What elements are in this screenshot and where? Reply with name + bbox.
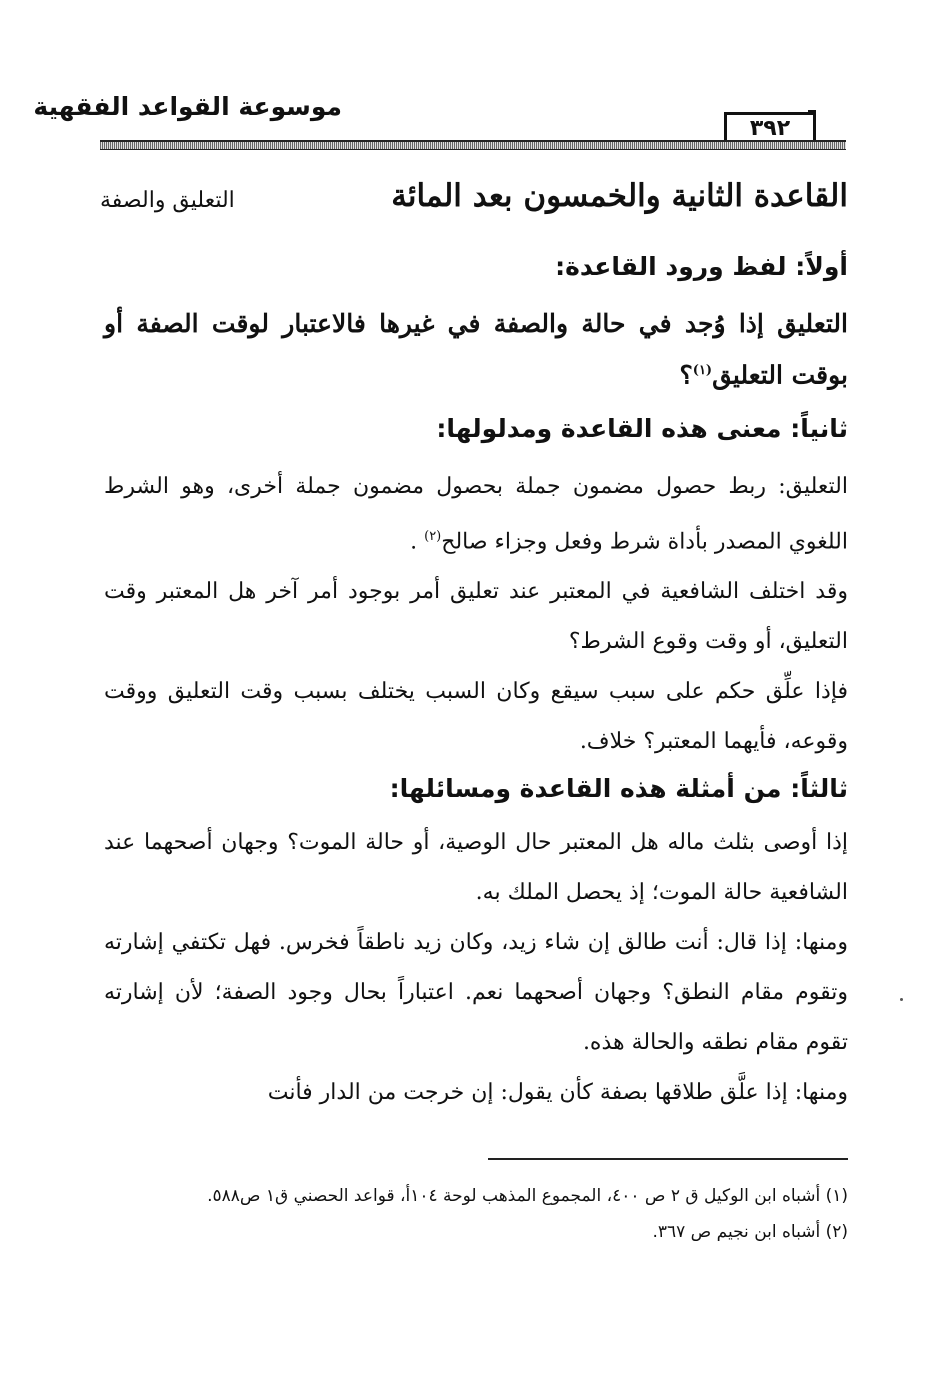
- footnote-rule: [488, 1158, 848, 1160]
- footnotes: [104, 1178, 848, 1250]
- paragraph: [104, 462, 848, 567]
- paragraph: إذا أوصى بثلث ماله هل المعتبر حال الوصية، أو حالة الموت؟ وجهان أصحهما عند الشافعية حالة الموت؛ إذ يحصل الملك به.: [104, 830, 848, 905]
- rule-statement: [104, 300, 848, 398]
- section-heading-second: ثانياً: معنى هذه القاعدة ومدلولها:: [436, 414, 848, 443]
- paragraph: ومنها: إذا علَّق طلاقها بصفة كأن يقول: إن خرجت من الدار فأنت: [267, 1080, 848, 1105]
- paragraph: وقد اختلف الشافعية في المعتبر عند تعليق أمر بوجود أمر آخر هل المعتبر وقت التعليق، أو وقت وقوع الشرط؟: [104, 579, 848, 655]
- section-third-body: [104, 818, 848, 1118]
- section-heading-first: أولاً: لفظ ورود القاعدة:: [555, 252, 848, 281]
- footnote-ref-2: (٢): [424, 529, 442, 544]
- rule-topic: التعليق والصفة: [100, 188, 235, 213]
- footnote: (١) أشباه ابن الوكيل ق ٢ ص ٤٠٠، المجموع المذهب لوحة ١٠٤أ، قواعد الحصني ق١ ص٥٨٨.: [207, 1186, 848, 1206]
- paragraph-tail: .: [410, 529, 418, 555]
- section-second-body: [104, 462, 848, 767]
- paragraph: ومنها: إذا قال: أنت طالق إن شاء زيد، وكان زيد ناطقاً فخرس. فهل تكتفي إشارته وتقوم مقام النطق؟ وجهان أصحهما نعم. اعتباراً بحال وجود الصفة؛ لأن إشارته تقوم مقام نطقه والحالة هذه.: [104, 930, 848, 1055]
- footnote-ref-1: (١): [692, 363, 713, 378]
- stray-mark: [900, 998, 903, 1001]
- rule-title: القاعدة الثانية والخمسون بعد المائة: [391, 178, 848, 214]
- section-heading-third: ثالثاً: من أمثلة هذه القاعدة ومسائلها:: [389, 774, 848, 803]
- running-header-title: موسوعة القواعد الفقهية: [33, 92, 342, 121]
- header-rule: [100, 140, 846, 150]
- paragraph-text: التعليق: ربط حصول مضمون جملة بحصول مضمون جملة أخرى، وهو الشرط اللغوي المصدر بأداة شرط وفعل وجزاء صالح: [104, 474, 848, 555]
- paragraph: فإذا علِّق حكم على سبب سيقع وكان السبب يختلف بسبب وقت التعليق ووقت وقوعه، فأيهما المعتبر؟ خلاف.: [104, 679, 848, 755]
- rule-statement-text: التعليق إذا وُجد في حالة والصفة في غيرها فالاعتبار لوقت الصفة أو بوقت التعليق: [104, 309, 849, 390]
- footnote: (٢) أشباه ابن نجيم ص ٣٦٧.: [652, 1222, 848, 1242]
- rule-statement-end: ؟: [679, 360, 693, 390]
- page-number: ٣٩٢: [724, 112, 816, 144]
